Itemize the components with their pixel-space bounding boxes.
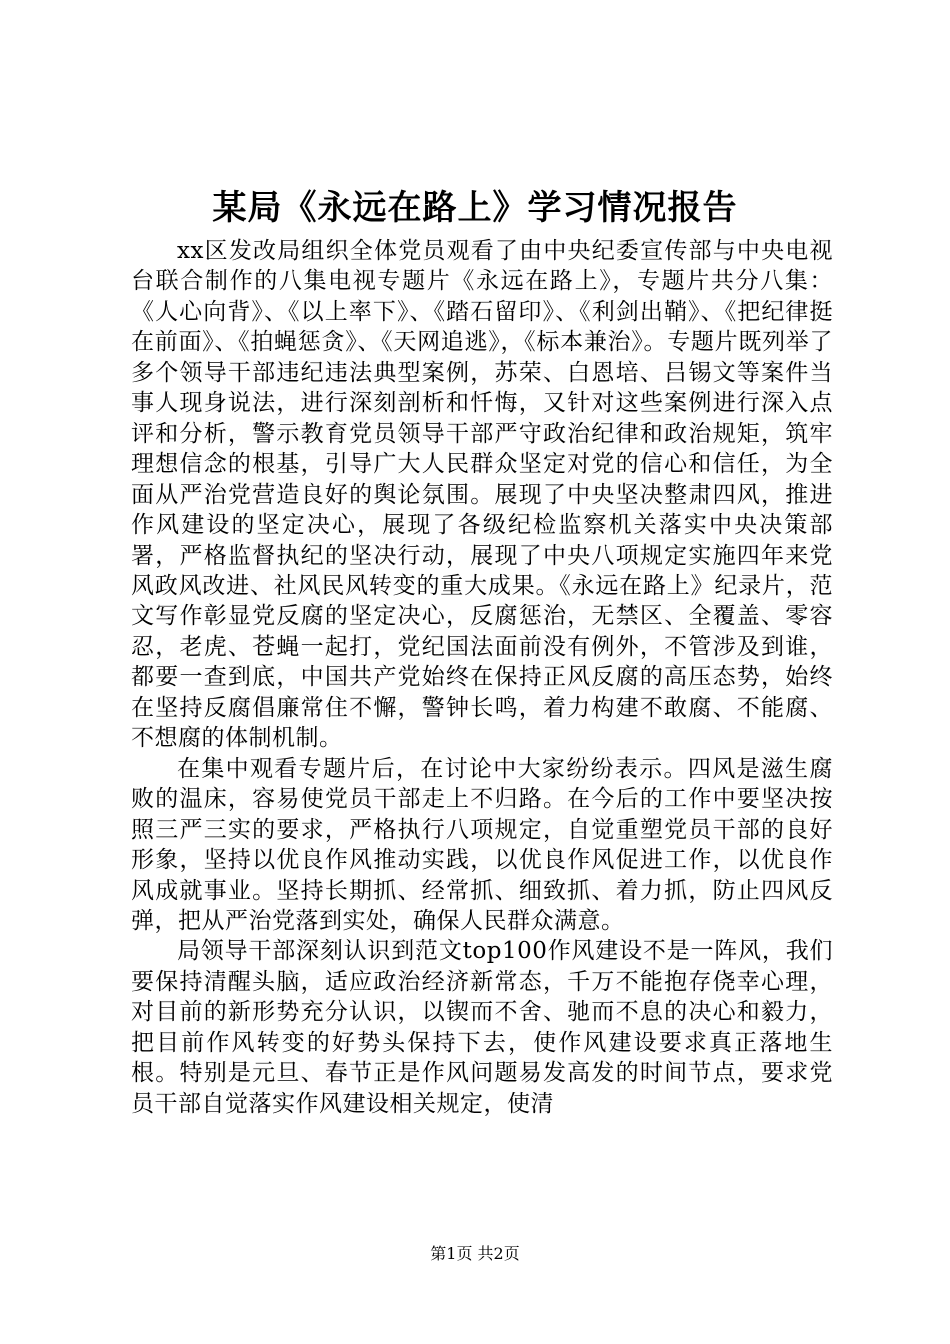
page-number-footer: 第1页 共2页 bbox=[430, 1244, 520, 1263]
paragraph-2: 在集中观看专题片后，在讨论中大家纷纷表示。四风是滋生腐败的温床，容易使党员干部走上不归路。在今后的工作中要坚决按照三严三实的要求，严格执行八项规定，自觉重塑党员干部的良好形象，坚持以优良作风推动实践，以优良作风促进工作，以优良作风成就事业。坚持长期抓、经常抓、细致抓、着力抓，防止四风反弹，把从严治党落到实处，确保人民群众满意。 bbox=[131, 755, 833, 934]
paragraph-3: 局领导干部深刻认识到范文top100作风建设不是一阵风，我们要保持清醒头脑，适应政治经济新常态，千万不能抱存侥幸心理，对目前的新形势充分认识，以锲而不舍、驰而不息的决心和毅力，把目前作风转变的好势头保持下去，使作风建设要求真正落地生根。特别是元旦、春节正是作风问题易发高发的时间节点，要求党员干部自觉落实作风建设相关规定，使清 bbox=[131, 938, 833, 1117]
document-body bbox=[131, 236, 833, 1119]
paragraph-1: xx区发改局组织全体党员观看了由中央纪委宣传部与中央电视台联合制作的八集电视专题片《永远在路上》，专题片共分八集：《人心向背》、《以上率下》、《踏石留印》、《利剑出鞘》、《把纪律挺在前面》、《拍蝇惩贪》、《天网追逃》，《标本兼治》。专题片既列举了多个领导干部违纪违法典型案例，苏荣、白恩培、吕锡文等案件当事人现身说法，进行深刻剖析和忏悔，又针对这些案例进行深入点评和分析，警示教育党员领导干部严守政治纪律和政治规矩，筑牢理想信念的根基，引导广大人民群众坚定对党的信心和信任，为全面从严治党营造良好的舆论氛围。展现了中央坚决整肃四风，推进作风建设的坚定决心，展现了各级纪检监察机关落实中央决策部署，严格监督执纪的坚决行动，展现了中央八项规定实施四年来党风政风改进、社风民风转变的重大成果。《永远在路上》纪录片，范文写作彰显党反腐的坚定决心，反腐惩治，无禁区、全覆盖、零容忍，老虎、苍蝇一起打，党纪国法面前没有例外，不管涉及到谁，都要一查到底，中国共产党始终在保持正风反腐的高压态势，始终在坚持反腐倡廉常住不懈，警钟长鸣，着力构建不敢腐、不能腐、不想腐的体制机制。 bbox=[131, 238, 833, 752]
document-title: 某局《永远在路上》学习情况报告 bbox=[212, 188, 738, 228]
